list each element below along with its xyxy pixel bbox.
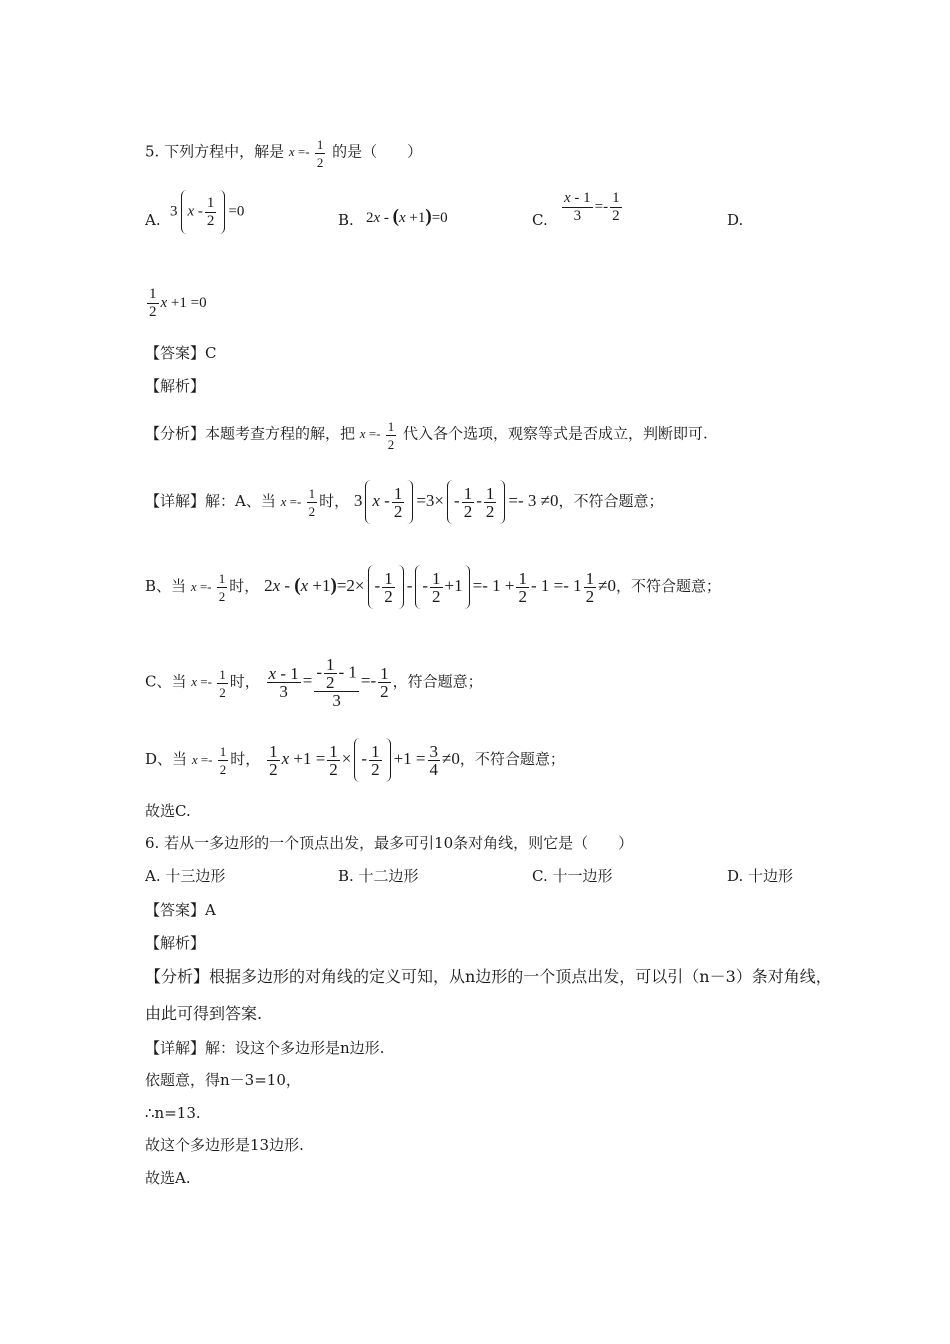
q6-option-d: D. 十边形 <box>727 867 794 885</box>
q5-option-b <box>338 210 354 230</box>
detail-a-math: 3 x - $\frac{1}{2}$ =3× - $\frac{1}{2}$ - $\frac{1}{2}$ =- 3 ≠0 <box>354 491 559 510</box>
q5-conclusion: 故选C. <box>145 802 191 820</box>
q6-detail-3: ∴n=13. <box>145 1104 201 1122</box>
when-suffix: 时， <box>229 672 260 691</box>
when-suffix: 时， <box>319 491 350 510</box>
q5-stem-text: 5. 下列方程中，解是 <box>145 142 285 161</box>
q5-analysis <box>145 418 708 453</box>
detail-b-math: 2x - (x +1)=2× - $\frac{1}{2}$ - - $\frac{1}{2}$ +1 =- 1 + $\frac{1}{2}$ - 1 =- 1 $\frac{1}{2}$ ≠0 <box>264 576 616 595</box>
q6-stem: 6. 若从一多边形的一个顶点出发，最多可引10条对角线，则它是（ ） <box>145 834 634 852</box>
option-c-label: C. <box>532 211 548 229</box>
q6-answer: 【答案】A <box>145 901 216 919</box>
q6-option-a: A. 十三边形 <box>145 867 226 885</box>
q5-option-c-math: $\frac{x - 1}{3}$ =- $\frac{1}{2}$ <box>564 190 620 224</box>
q6-option-c: C. 十一边形 <box>532 867 613 885</box>
math-x-eq-neg-half: x =- $\frac{1}{2}$ <box>288 137 324 170</box>
q6-detail-4: 故这个多边形是13边形. <box>145 1136 304 1154</box>
when-suffix: 时， <box>230 749 261 768</box>
q5-option-a <box>145 210 161 230</box>
q5-option-c <box>532 210 548 230</box>
not-ok-text: ，不符合题意； <box>615 576 721 595</box>
q5-stem-tail: 的是（ ） <box>332 142 423 161</box>
q6-analysis-line-2: 由此可得到答案. <box>145 1004 263 1023</box>
detail-d-math: $\frac{1}{2}$ x +1 = $\frac{1}{2}$ × - $\frac{1}{2}$ +1 = $\frac{3}{4}$ ≠0 <box>265 749 460 768</box>
not-ok-text: ，不符合题意； <box>459 749 565 768</box>
detail-c-math: $\frac{x - 1}{3}$ = - $\frac{1}{2}$ - 1 3 =- $\frac{1}{2}$ <box>268 655 389 710</box>
option-d-label: D. <box>727 211 744 229</box>
q5-stem <box>145 136 422 171</box>
q5-option-d <box>727 210 743 230</box>
detail-a-head: 【详解】解：A、当 <box>145 491 276 510</box>
q5-analysis-title: 【解析】 <box>145 377 206 395</box>
q5-option-b-math: 2x - (x +1)=0 <box>366 206 448 227</box>
q6-detail-1: 【详解】解：设这个多边形是n边形. <box>145 1039 385 1057</box>
q5-answer: 【答案】C <box>145 344 217 362</box>
math-x-eq-neg-half: x =- $\frac{1}{2}$ <box>190 571 226 605</box>
when-suffix: 时， <box>229 576 260 595</box>
q5-detail-b <box>145 565 721 609</box>
q5-detail-d <box>145 738 565 782</box>
option-b-label: B. <box>338 211 354 229</box>
math-x-eq-neg-half: x =- $\frac{1}{2}$ <box>191 744 227 778</box>
detail-d-head: D、当 <box>145 749 188 768</box>
q6-analysis-title: 【解析】 <box>145 934 206 952</box>
not-ok-text: ，不符合题意； <box>558 491 664 510</box>
math-x-eq-neg-half: x =- $\frac{1}{2}$ <box>280 486 316 520</box>
q5-option-a-math: 3 x - $\frac{1}{2}$ =0 <box>170 190 244 234</box>
analysis-head: 【分析】本题考查方程的解，把 <box>145 424 356 443</box>
analysis-tail: 代入各个选项，观察等式是否成立，判断即可. <box>403 424 708 443</box>
q5-option-d-math: $\frac{1}{2}$ x +1 =0 <box>149 286 207 320</box>
q5-detail-c <box>145 656 483 709</box>
detail-b-head: B、当 <box>145 576 187 595</box>
option-a-label: A. <box>145 211 161 229</box>
q5-detail-a <box>145 480 663 524</box>
ok-text: ，符合题意； <box>392 672 483 691</box>
math-x-eq-neg-half: x =- $\frac{1}{2}$ <box>359 419 395 452</box>
q6-detail-2: 依题意，得n－3=10， <box>145 1071 301 1089</box>
math-x-eq-neg-half: x =- $\frac{1}{2}$ <box>191 666 226 700</box>
q6-conclusion: 故选A. <box>145 1169 191 1187</box>
detail-c-head: C、当 <box>145 672 187 691</box>
q6-analysis-line-1: 【分析】根据多边形的对角线的定义可知，从n边形的一个顶点出发，可以引（n－3）条对角线， <box>145 967 832 986</box>
q6-option-b: B. 十二边形 <box>338 867 419 885</box>
